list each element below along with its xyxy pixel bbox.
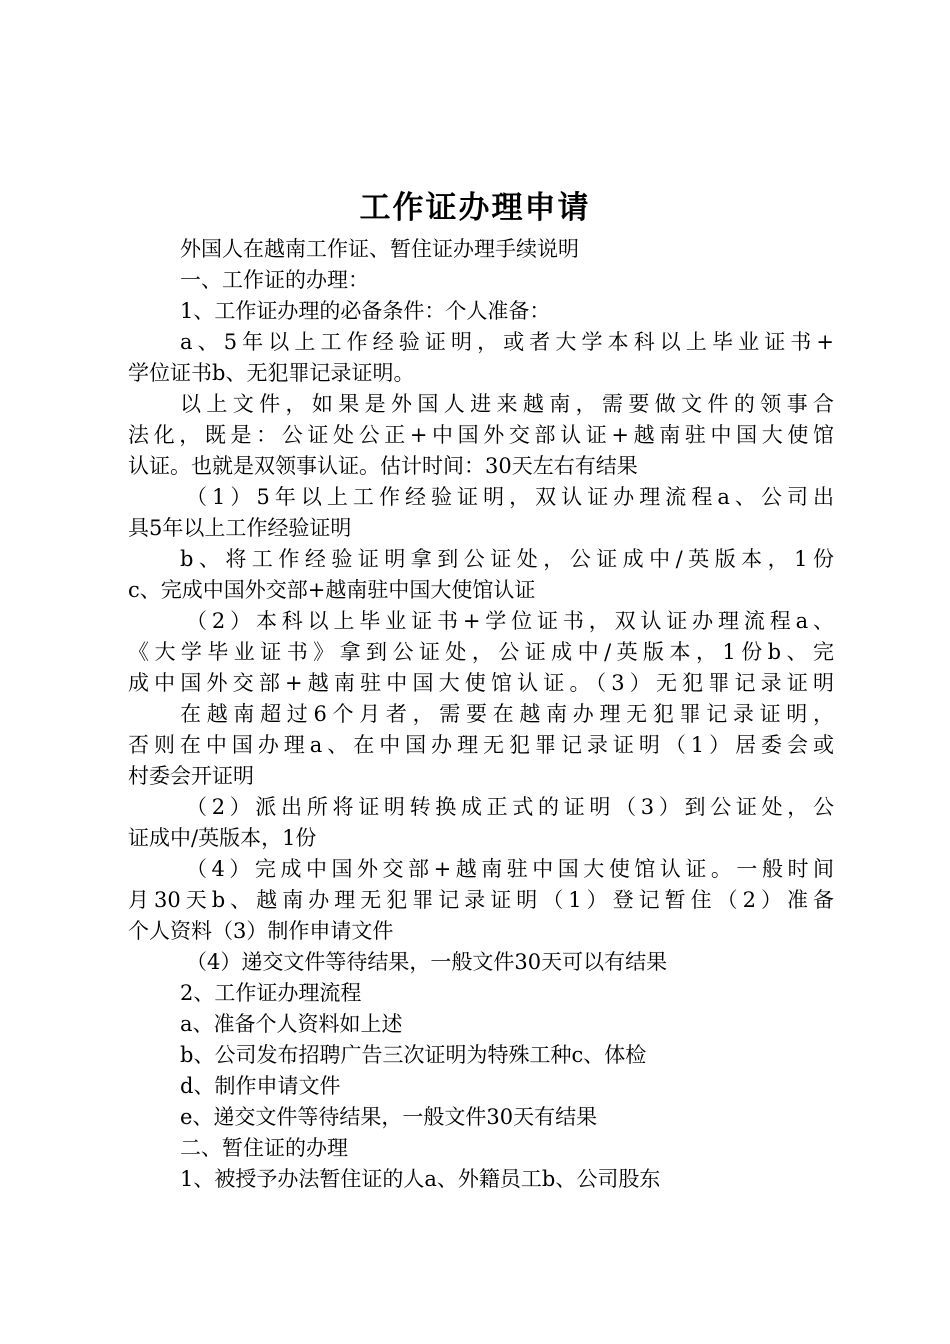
paragraph-line: 以上文件，如果是外国人进来越南，需要做文件的领事合 — [180, 392, 834, 416]
paragraph-line: （2）本科以上毕业证书+学位证书，双认证办理流程a、 — [186, 609, 834, 633]
paragraph-line: 认证。也就是双领事认证。估计时间：30天左右有结果 — [128, 454, 638, 478]
paragraph-line: e、递交文件等待结果，一般文件30天有结果 — [180, 1105, 598, 1129]
paragraph-line: 成中国外交部+越南驻中国大使馆认证。（3）无犯罪记录证明 — [128, 671, 834, 695]
paragraph-line: 外国人在越南工作证、暂住证办理手续说明 — [180, 237, 579, 261]
paragraph-line: b、公司发布招聘广告三次证明为特殊工种c、体检 — [180, 1043, 647, 1067]
paragraph-line: 证成中/英版本，1份 — [128, 826, 317, 850]
paragraph-line: （1）5年以上工作经验证明，双认证办理流程a、公司出 — [186, 485, 834, 509]
paragraph-line: 一、工作证的办理： — [180, 268, 369, 292]
paragraph-line: 1、工作证办理的必备条件：个人准备： — [180, 299, 551, 323]
paragraph-line: a、5年以上工作经验证明，或者大学本科以上毕业证书+ — [180, 330, 834, 354]
paragraph-line: 法化，既是：公证处公正+中国外交部认证+越南驻中国大使馆 — [128, 423, 834, 447]
paragraph-line: b、将工作经验证明拿到公证处，公证成中/英版本，1份 — [180, 547, 834, 571]
paragraph-line: （4）递交文件等待结果，一般文件30天可以有结果 — [186, 950, 668, 974]
paragraph-line: 个人资料（3）制作申请文件 — [128, 919, 394, 943]
paragraph-line: 2、工作证办理流程 — [180, 981, 362, 1005]
paragraph-line: 月30天b、越南办理无犯罪记录证明（1）登记暂住（2）准备 — [128, 888, 834, 912]
paragraph-line: a、准备个人资料如上述 — [180, 1012, 403, 1036]
paragraph-line: 具5年以上工作经验证明 — [128, 516, 352, 540]
paragraph-line: （2）派出所将证明转换成正式的证明（3）到公证处，公 — [186, 795, 834, 819]
paragraph-line: 学位证书b、无犯罪记录证明。 — [128, 361, 415, 385]
paragraph-line: 1、被授予办法暂住证的人a、外籍员工b、公司股东 — [180, 1167, 661, 1191]
document-title: 工作证办理申请 — [359, 190, 591, 226]
paragraph-line: 二、暂住证的办理 — [180, 1136, 348, 1160]
paragraph-line: （4）完成中国外交部+越南驻中国大使馆认证。一般时间 — [186, 857, 834, 881]
document-body — [128, 234, 834, 1195]
paragraph-line: 《大学毕业证书》拿到公证处，公证成中/英版本，1份b、完 — [128, 640, 834, 664]
paragraph-line: 在越南超过6个月者，需要在越南办理无犯罪记录证明， — [180, 702, 834, 726]
paragraph-line: 否则在中国办理a、在中国办理无犯罪记录证明（1）居委会或 — [128, 733, 834, 757]
paragraph-line: 村委会开证明 — [128, 764, 254, 788]
paragraph-line: d、制作申请文件 — [180, 1074, 341, 1098]
paragraph-line: c、完成中国外交部+越南驻中国大使馆认证 — [128, 578, 536, 602]
